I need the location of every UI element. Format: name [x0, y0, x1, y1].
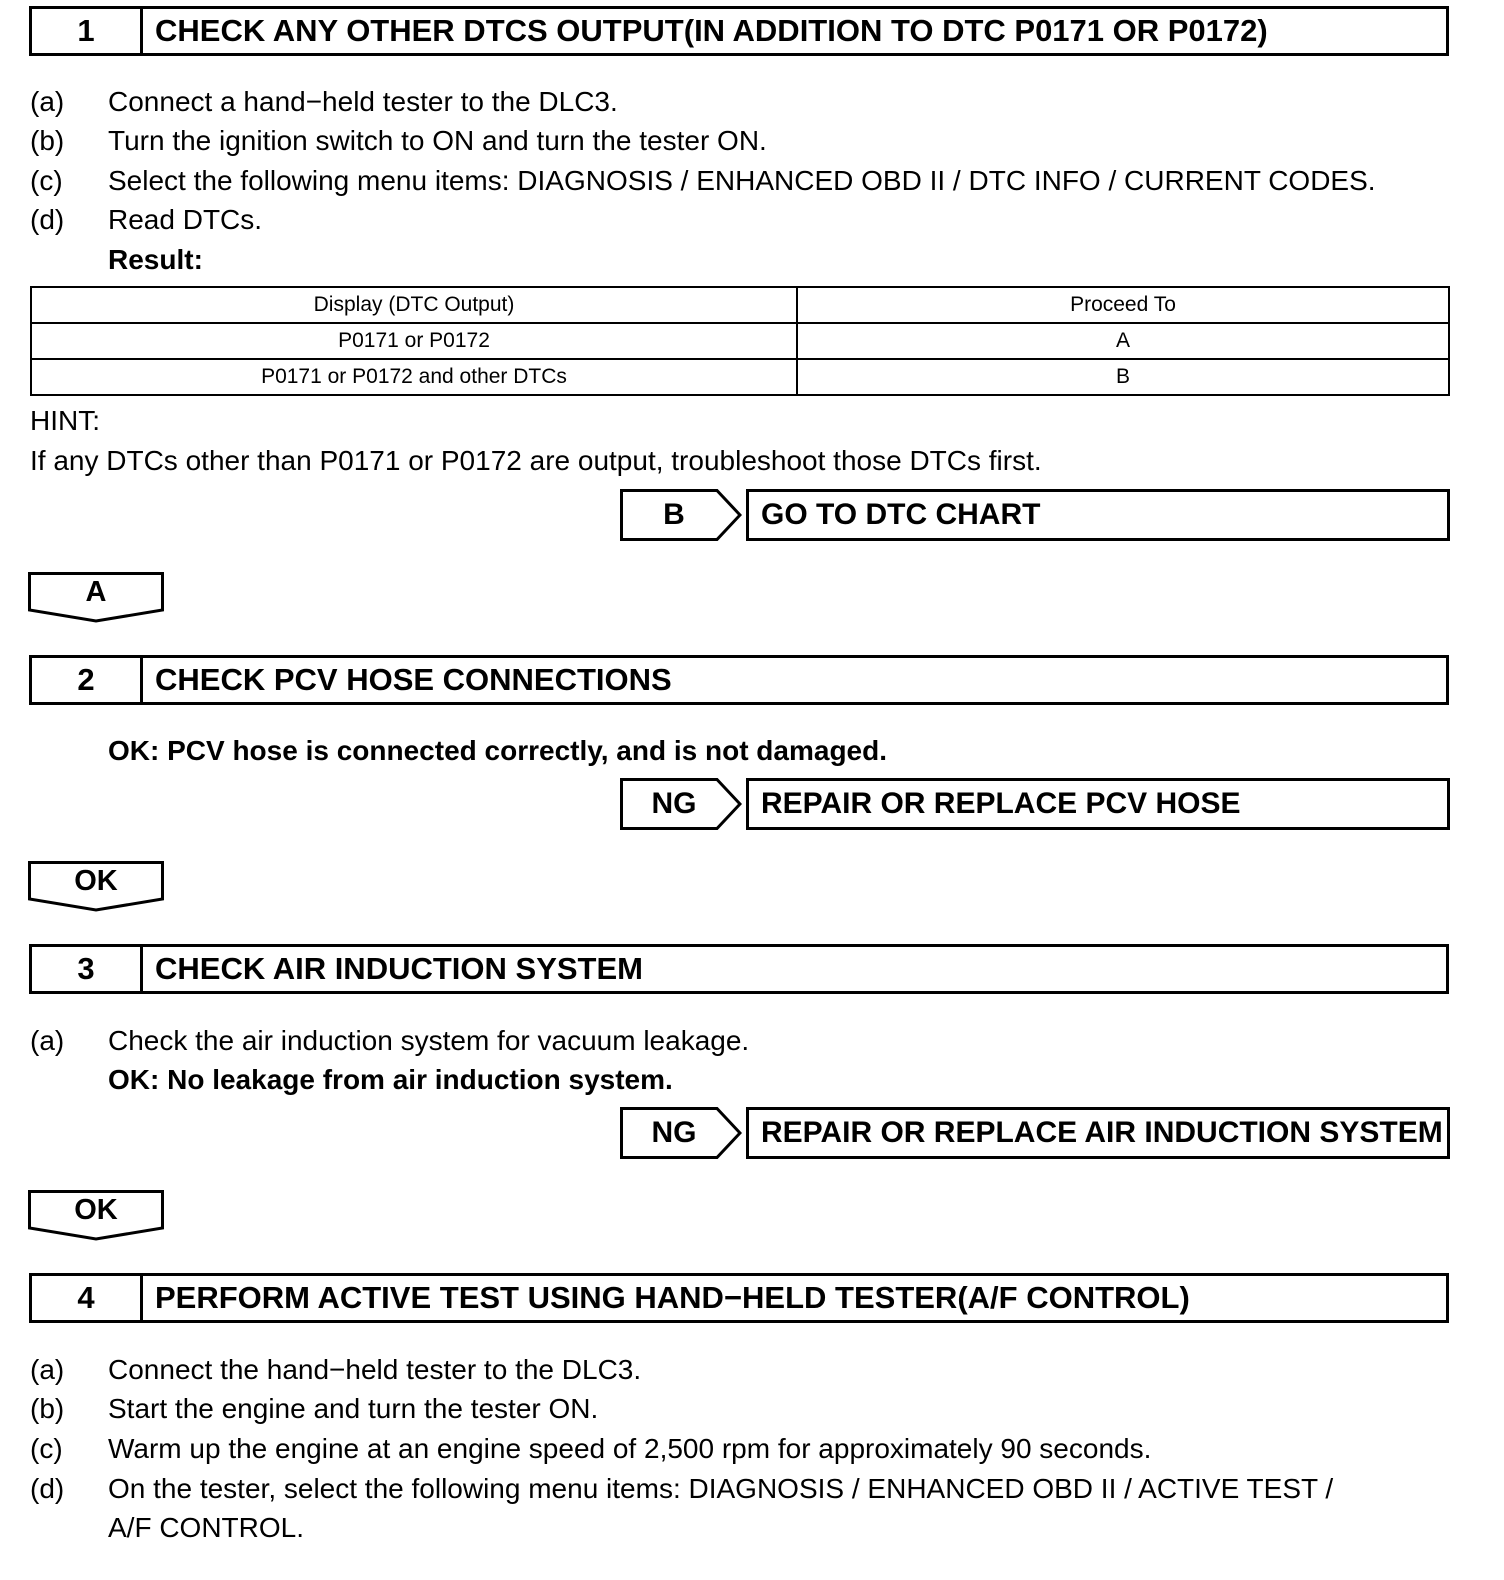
ok-criteria: OK: No leakage from air induction system.	[108, 1064, 673, 1095]
step-title: CHECK AIR INDUCTION SYSTEM	[155, 951, 643, 986]
item-letter: (d)	[30, 1473, 65, 1504]
result-table	[30, 286, 1450, 396]
branch-ng	[620, 1107, 1450, 1159]
continue-ok	[28, 1190, 164, 1242]
item-text: Turn the ignition switch to ON and turn the tester ON.	[108, 125, 767, 156]
item-letter: (b)	[30, 125, 65, 156]
result-label: Result:	[108, 244, 203, 275]
column-header: Display (DTC Output)	[31, 287, 797, 323]
branch-ng	[620, 778, 1450, 830]
branch-label	[620, 778, 742, 830]
step-title: CHECK PCV HOSE CONNECTIONS	[155, 662, 672, 697]
table-row	[31, 323, 1449, 359]
item-text: Check the air induction system for vacuum leakage.	[108, 1025, 750, 1056]
ok-criteria: OK: PCV hose is connected correctly, and is not damaged.	[108, 735, 887, 766]
table-row	[31, 359, 1449, 395]
step-4-header	[29, 1273, 1449, 1323]
branch-label-text: NG	[651, 1116, 697, 1149]
item-text: On the tester, select the following menu items: DIAGNOSIS / ENHANCED OBD II / ACTIVE TEST /	[108, 1473, 1334, 1504]
table-header-row	[31, 287, 1449, 323]
item-letter: (d)	[30, 204, 65, 235]
branch-label	[620, 489, 742, 541]
item-text: Read DTCs.	[108, 204, 263, 235]
item-letter: (a)	[30, 1025, 65, 1056]
item-continuation: A/F CONTROL.	[108, 1512, 305, 1543]
branch-action: REPAIR OR REPLACE AIR INDUCTION SYSTEM	[746, 1107, 1450, 1159]
branch-action: REPAIR OR REPLACE PCV HOSE	[746, 778, 1450, 830]
branch-label	[620, 1107, 742, 1159]
item-text: Connect a hand−held tester to the DLC3.	[108, 86, 618, 117]
item-text: Start the engine and turn the tester ON.	[108, 1393, 599, 1424]
table-cell: A	[797, 323, 1449, 359]
branch-action: GO TO DTC CHART	[746, 489, 1450, 541]
branch-label-text: B	[663, 498, 685, 531]
step-number: 2	[32, 658, 143, 702]
item-text: Connect the hand−held tester to the DLC3.	[108, 1354, 642, 1385]
item-text: Select the following menu items: DIAGNOSIS / ENHANCED OBD II / DTC INFO / CURRENT CODES.	[108, 165, 1376, 196]
branch-label-text: NG	[651, 787, 697, 820]
step-title: CHECK ANY OTHER DTCS OUTPUT(IN ADDITION TO DTC P0171 OR P0172)	[155, 13, 1268, 48]
item-letter: (c)	[30, 165, 63, 196]
continue-a	[28, 572, 164, 624]
item-letter: (a)	[30, 1354, 65, 1385]
table-cell: P0171 or P0172	[31, 323, 797, 359]
continue-ok	[28, 861, 164, 913]
step-3-header	[29, 944, 1449, 994]
table-cell: B	[797, 359, 1449, 395]
continue-label: OK	[74, 865, 118, 897]
step-number: 4	[32, 1276, 143, 1320]
column-header: Proceed To	[797, 287, 1449, 323]
item-letter: (c)	[30, 1433, 63, 1464]
step-title: PERFORM ACTIVE TEST USING HAND−HELD TESTER(A/F CONTROL)	[155, 1280, 1190, 1315]
item-letter: (b)	[30, 1393, 65, 1424]
branch-b	[620, 489, 1450, 541]
hint-label: HINT:	[30, 405, 100, 436]
continue-label: OK	[74, 1194, 118, 1226]
step-number: 1	[32, 9, 143, 53]
step-1-header	[29, 6, 1449, 56]
table-cell: P0171 or P0172 and other DTCs	[31, 359, 797, 395]
hint-text: If any DTCs other than P0171 or P0172 are output, troubleshoot those DTCs first.	[30, 445, 1042, 476]
step-2-header	[29, 655, 1449, 705]
step-number: 3	[32, 947, 143, 991]
continue-label: A	[85, 576, 107, 608]
item-letter: (a)	[30, 86, 65, 117]
item-text: Warm up the engine at an engine speed of 2,500 rpm for approximately 90 seconds.	[108, 1433, 1152, 1464]
